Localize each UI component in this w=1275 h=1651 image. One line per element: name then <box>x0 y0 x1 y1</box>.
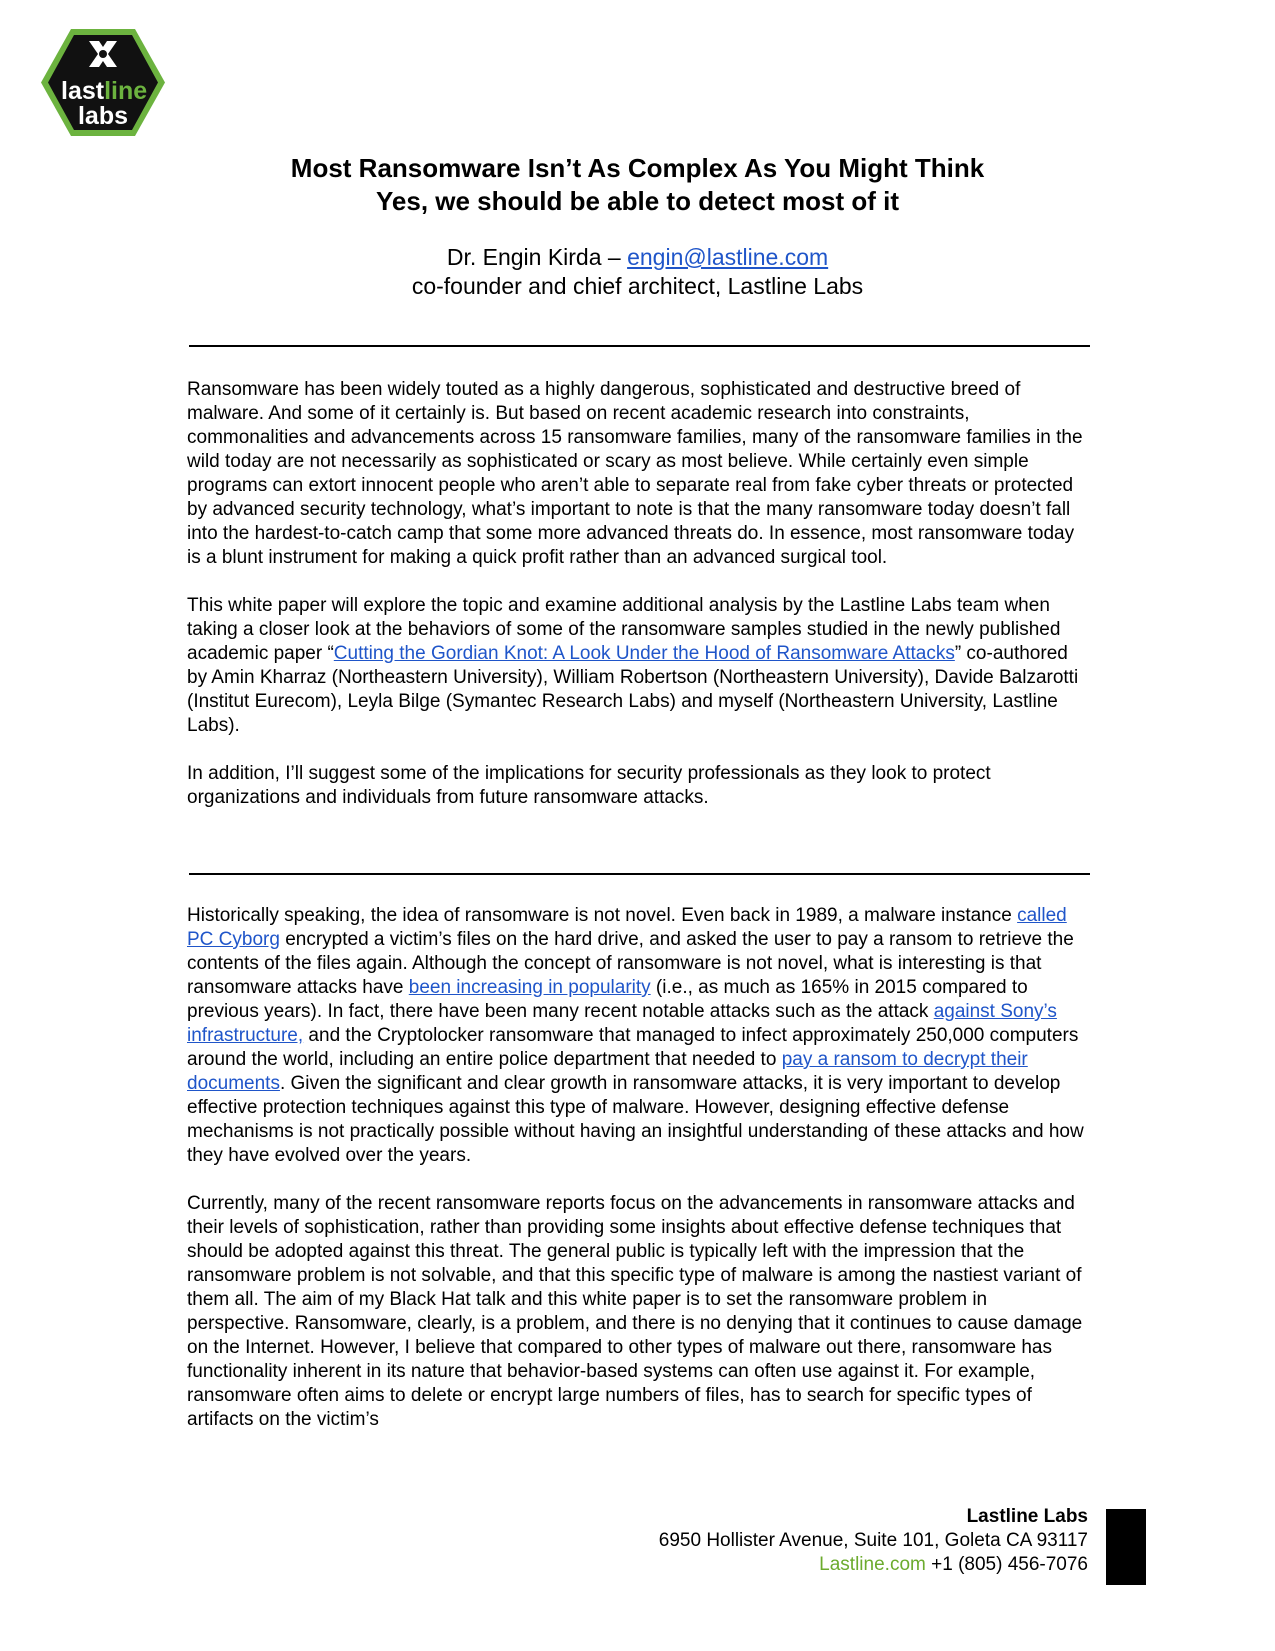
footer-company: Lastline Labs <box>966 1506 1088 1527</box>
lastline-labs-logo <box>39 27 167 138</box>
paragraph-text: This white paper will explore the topic and examine additional analysis by the Lastline Labs team when taking a closer look at the behaviors of some of the ransomware samples studied in the newly published academic paper “ <box>187 595 1061 664</box>
author-role: co-founder and chief architect, Lastline Labs <box>411 273 864 299</box>
divider-middle <box>189 873 1090 875</box>
paragraph-text: . Given the significant and clear growth in ransomware attacks, it is very important to develop effective protection techniques against this type of malware. However, designing effective defense mechanisms is not practically possible without having an insightful understanding of these attacks and how they have evolved over the years. <box>187 1073 1084 1166</box>
paragraph-text: Historically speaking, the idea of ransomware is not novel. Even back in 1989, a malware instance <box>187 905 1018 926</box>
paragraph-text: and the Cryptolocker ransomware that managed to infect approximately 250,000 computers around the world, including an entire police department that needed to <box>187 1025 1079 1070</box>
paragraph-text: encrypted a victim’s files on the hard drive, and asked the user to pay a ransom to retrieve the contents of the files again. Although the concept of ransomware is not novel, what is interesting is that ransomware attacks have <box>187 929 1074 998</box>
logo-text-last: last <box>61 77 105 105</box>
title-line-2: Yes, we should be able to detect most of it <box>376 186 899 216</box>
sony-infrastructure-link[interactable]: against Sony’s infrastructure, <box>187 1001 1057 1046</box>
paragraph-text: ” co-authored by Amin Kharraz (Northeastern University), William Robertson (Northeastern University), Davide Balzarotti (Institut Eurecom), Leyla Bilge (Symantec Research Labs) and myself (Northeastern University, Lastline Labs). <box>187 643 1079 736</box>
body-paragraph-2: Currently, many of the recent ransomware reports focus on the advancements in ransomware attacks and their levels of sophistication, rather than providing some insights about effective defense techniques that should be adopted against this threat. The general public is typically left with the impression that the ransomware problem is not solvable, and that this specific type of malware is among the nastiest variant of them all. The aim of my Black Hat talk and this white paper is to set the ransomware problem in perspective. Ransomware, clearly, is a problem, and there is no denying that it continues to cause damage on the Internet. However, I believe that compared to other types of malware out there, ransomware has functionality inherent in its nature that behavior-based systems can often use against it. For example, ransomware often aims to delete or encrypt large numbers of files, has to search for specific types of artifacts on the victim’s <box>187 1193 1083 1430</box>
author-email-link[interactable]: engin@lastline.com <box>627 244 829 270</box>
footer-phone: +1 (805) 456-7076 <box>925 1554 1088 1575</box>
divider-top <box>189 345 1090 347</box>
pay-ransom-link[interactable]: pay a ransom to decrypt their documents <box>187 1049 1028 1094</box>
logo-text-labs: labs <box>77 102 129 130</box>
logo-text-line: line <box>104 77 148 105</box>
footer-address: 6950 Hollister Avenue, Suite 101, Goleta CA 93117 <box>658 1530 1088 1551</box>
intro-paragraph-1: Ransomware has been widely touted as a highly dangerous, sophisticated and destructive breed of malware. And some of it certainly is. But based on recent academic research into constraints, commonalities and advancements across 15 ransomware families, many of the ransomware families in the wild today are not necessarily as sophisticated or scary as most believe. While certainly even simple programs can extort innocent people who aren’t able to separate real from fake cyber threats or protected by advanced security technology, what’s important to note is that the many ransomware today doesn’t fall into the hardest-to-catch camp that some more advanced threats do. In essence, most ransomware today is a blunt instrument for making a quick profit rather than an advanced surgical tool. <box>187 379 1083 568</box>
body-paragraph-1 <box>187 904 1092 1168</box>
svg-text:lastline <box>61 77 147 105</box>
footer-website-link[interactable]: Lastline.com <box>819 1554 926 1575</box>
pc-cyborg-link[interactable]: called PC Cyborg <box>187 905 1067 950</box>
title-line-1: Most Ransomware Isn’t As Complex As You Might Think <box>290 153 985 183</box>
intro-paragraph-2 <box>187 594 1092 738</box>
increasing-popularity-link[interactable]: been increasing in popularity <box>408 977 651 998</box>
footer <box>659 1505 1088 1577</box>
intro-paragraph-3: In addition, I’ll suggest some of the implications for security professionals as they look to protect organizations and individuals from future ransomware attacks. <box>187 763 991 808</box>
document-title <box>0 152 1275 218</box>
author-name: Dr. Engin Kirda – <box>446 244 628 270</box>
page-marker-block <box>1106 1509 1146 1585</box>
paragraph-text: (i.e., as much as 165% in 2015 compared to previous years). In fact, there have been many recent notable attacks such as the attack <box>187 977 1028 1022</box>
gordian-knot-paper-link[interactable]: Cutting the Gordian Knot: A Look Under the Hood of Ransomware Attacks <box>333 643 955 664</box>
author-line <box>0 243 1275 272</box>
body-section <box>187 904 1092 1432</box>
intro-section <box>187 378 1092 810</box>
footer-contact <box>659 1553 1088 1577</box>
author-info <box>0 243 1275 301</box>
